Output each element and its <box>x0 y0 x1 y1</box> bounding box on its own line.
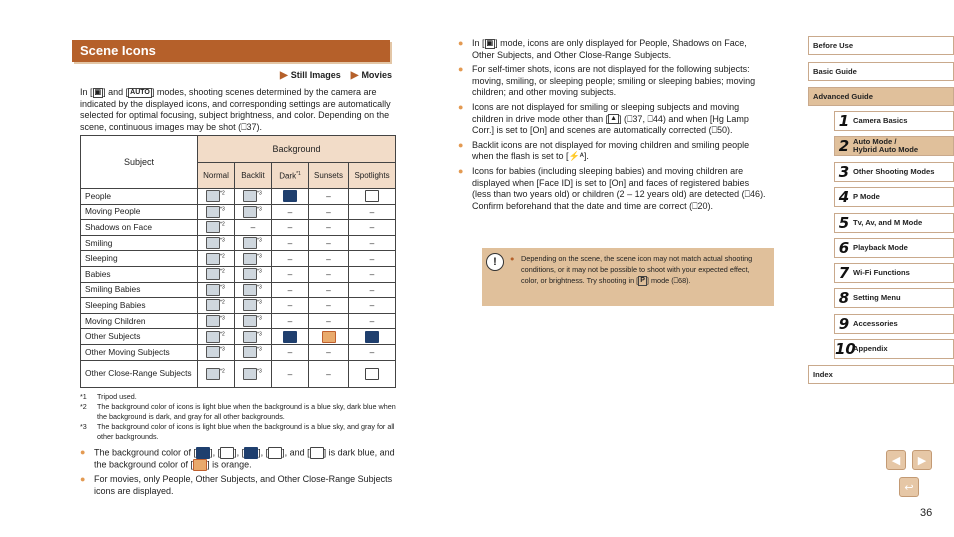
dash-cell: – <box>349 282 396 298</box>
left-bullets <box>80 447 400 500</box>
scene-icon <box>243 237 257 249</box>
chapter-1[interactable]: 1 Camera Basics <box>834 111 954 131</box>
chapter-6[interactable]: 6 Playback Mode <box>834 238 954 258</box>
footnotes <box>80 392 396 442</box>
scene-icon-cell: *2 <box>198 298 235 314</box>
table-row <box>81 220 396 236</box>
scene-icon <box>243 315 257 327</box>
next-page-button[interactable] <box>912 450 932 470</box>
scene-icon <box>365 368 379 380</box>
scene-icon-cell: *3 <box>198 235 235 251</box>
subject-cell: Sleeping Babies <box>81 298 198 314</box>
scene-icon <box>206 206 220 218</box>
subject-cell: Other Subjects <box>81 329 198 345</box>
dash-cell: – <box>349 251 396 267</box>
dash-cell: – <box>272 360 309 387</box>
table-row <box>81 251 396 267</box>
scene-icon-cell <box>349 189 396 205</box>
return-icon: ↩ <box>904 482 914 494</box>
scene-icon <box>243 368 257 380</box>
scene-icon-cell: *2 <box>198 251 235 267</box>
still-images-indicator: ▶ Still Images <box>280 70 341 81</box>
scene-icon <box>206 346 220 358</box>
scene-icon <box>243 268 257 280</box>
dash-cell: – <box>272 235 309 251</box>
dash-cell: – <box>272 266 309 282</box>
scene-icon <box>243 253 257 265</box>
chapter-7[interactable]: 7 Wi-Fi Functions <box>834 263 954 283</box>
scene-icon-cell: *2 <box>198 266 235 282</box>
caution-box: ! ● Depending on the scene, the scene icon may not match actual shooting conditions, or it may not be possible to shoot with your expected effect, color, or brightness. Try shooting in [ P ] mode (⎕68). <box>482 248 774 306</box>
scene-icon-cell: *3 <box>198 204 235 220</box>
col-backlit: Backlit <box>235 163 272 189</box>
subject-cell: Smiling Babies <box>81 282 198 298</box>
mode-indicators <box>280 70 392 81</box>
book-ref-icon: ⎕ <box>692 200 698 211</box>
dash-cell: – <box>272 313 309 329</box>
book-ref-icon: ⎕ <box>711 125 718 136</box>
page-number: 36 <box>920 507 933 519</box>
table-row <box>81 282 396 298</box>
intro-paragraph: In [ ▣ ] and [ AUTO ] modes, shooting scenes determined by the camera are indicated by the displayed icons, and corresponding settings are automatically selected for optimal focusing, subject brightness, and color. Depending on the scene, continuous images may be shot (⎕37). <box>80 87 391 132</box>
scene-icon <box>193 459 207 471</box>
book-ref-icon: ⎕ <box>627 113 633 124</box>
arrow-left-icon: ◀ <box>891 455 901 467</box>
p-mode-label: P <box>640 277 645 285</box>
nav-basic-guide[interactable]: Basic Guide <box>808 62 954 81</box>
caution-icon: ! <box>486 253 504 271</box>
dash-cell: – <box>272 282 309 298</box>
scene-icon <box>206 299 220 311</box>
subject-cell: Other Moving Subjects <box>81 344 198 360</box>
list-item: ● For movies, only People, Other Subjects, and Other Close-Range Subjects icons are displayed. <box>80 474 393 496</box>
footnote: *1 Tripod used. <box>80 392 137 401</box>
scene-icon-cell: *3 <box>235 189 272 205</box>
dash-cell: – <box>349 298 396 314</box>
scene-icon-cell: *3 <box>235 344 272 360</box>
scene-icon <box>244 447 258 459</box>
dash-cell: – <box>272 344 309 360</box>
nav-before-use[interactable]: Before Use <box>808 36 954 55</box>
book-ref-icon: ⎕ <box>744 189 751 200</box>
scene-icon-cell: *3 <box>235 235 272 251</box>
right-bullets <box>458 38 770 215</box>
scene-icon <box>206 331 220 343</box>
scene-icon <box>206 268 220 280</box>
scene-icon-cell: *3 <box>235 360 272 387</box>
scene-icon-cell: *2 <box>198 329 235 345</box>
footnote: *3 The background color of icons is light blue when the background is a blue sky, and gray for all other backgrounds. <box>80 422 395 441</box>
triangle-icon: ▶ <box>350 70 359 81</box>
table-row <box>81 189 396 205</box>
scene-icon <box>196 447 210 459</box>
scene-icon <box>206 368 220 380</box>
subject-cell: Moving People <box>81 204 198 220</box>
scene-icon <box>206 221 220 233</box>
scene-icon-cell: *3 <box>235 282 272 298</box>
subject-cell: People <box>81 189 198 205</box>
scene-icon <box>322 331 336 343</box>
dash-cell: – <box>349 344 396 360</box>
auto-mode-label: AUTO <box>130 88 150 96</box>
list-item: ● Icons are not displayed for smiling or sleeping subjects and moving children in drive mode other than [ ▲ ] (⎕37, ⎕44) and when [Hg Lamp Corr.] is set to [On] and scenes are automatically corrected (⎕50). <box>458 101 749 136</box>
list-item: ● In [ ▣ ] mode, icons are only displayed for People, Shadows on Face, Other Subjects, and Other Close-Range Subjects. <box>458 38 747 60</box>
subject-cell: Babies <box>81 266 198 282</box>
chapter-10[interactable]: 10 Appendix <box>834 339 954 359</box>
col-normal: Normal <box>198 163 235 189</box>
dash-cell: – <box>309 189 349 205</box>
dash-cell: – <box>349 313 396 329</box>
chapter-8[interactable]: 8 Setting Menu <box>834 288 954 308</box>
list-item: ● The background color of [ ], [ ], [ ], [ ], and [ ] is dark blue, and the background color of [ ] is orange. <box>80 447 395 470</box>
scene-icon-cell: *3 <box>198 313 235 329</box>
hybrid-auto-icon: ▣ <box>94 88 102 96</box>
scene-icon <box>243 284 257 296</box>
scene-icon-cell: *3 <box>235 251 272 267</box>
scene-icon-cell <box>349 329 396 345</box>
table-row <box>81 329 396 345</box>
dash-cell: – <box>272 204 309 220</box>
scene-icon <box>283 190 297 202</box>
dash-cell: – <box>272 251 309 267</box>
drive-mode-icon: ▲ <box>610 115 618 123</box>
movies-indicator: ▶ Movies <box>350 70 392 81</box>
dash-cell: – <box>309 235 349 251</box>
dash-cell: – <box>349 220 396 236</box>
scene-icon <box>365 190 379 202</box>
dash-cell: – <box>309 266 349 282</box>
scene-icon <box>220 447 234 459</box>
scene-icon-cell <box>272 189 309 205</box>
subject-cell: Smiling <box>81 235 198 251</box>
col-dark: Dark$^{*1}$ <box>272 163 309 189</box>
table-row <box>81 298 396 314</box>
subject-cell: Shadows on Face <box>81 220 198 236</box>
scene-icon <box>243 206 257 218</box>
book-ref-icon: ⎕ <box>647 113 653 124</box>
arrow-right-icon: ▶ <box>917 455 927 467</box>
table-row <box>81 313 396 329</box>
book-ref-icon: ⎕ <box>241 121 247 132</box>
list-item: ● Backlit icons are not displayed for moving children and smiling people when the flash is set to [⚡ᴬ]. <box>458 139 750 162</box>
hybrid-auto-icon: ▣ <box>486 39 494 47</box>
scene-icon <box>365 331 379 343</box>
table-row <box>81 344 396 360</box>
dash-cell: – <box>349 235 396 251</box>
dash-cell: – <box>349 204 396 220</box>
scene-icon-cell: *3 <box>235 298 272 314</box>
scene-icon <box>243 299 257 311</box>
dash-cell: – <box>309 282 349 298</box>
scene-icon-cell: *2 <box>198 189 235 205</box>
return-button[interactable] <box>899 477 919 497</box>
scene-icon-cell: *3 <box>235 204 272 220</box>
subject-cell: Moving Children <box>81 313 198 329</box>
subject-cell: Other Close-Range Subjects <box>81 360 198 387</box>
dash-cell: – <box>309 298 349 314</box>
table-row <box>81 266 396 282</box>
list-item: ● Icons for babies (including sleeping babies) and moving children are displayed when [Face ID] is set to [On] and faces of registered babies (less than two years old) or children (2 – 12 years old) are detected (⎕46). Confirm beforehand that the date and time are correct (⎕20). <box>458 165 766 211</box>
scene-icon <box>268 447 282 459</box>
subject-header: Subject <box>81 136 198 189</box>
list-item: ● For self-timer shots, icons are not displayed for the following subjects: moving, smiling, or sleeping people; smiling or sleeping babies; moving children; and other moving subjects. <box>458 64 756 98</box>
scene-icon-cell <box>349 360 396 387</box>
nav-index[interactable]: Index <box>808 365 954 384</box>
scene-icon <box>283 331 297 343</box>
scene-icon <box>310 447 324 459</box>
dash-cell: – <box>349 266 396 282</box>
dash-cell: – <box>235 220 272 236</box>
col-sunsets: Sunsets <box>309 163 349 189</box>
chapter-9[interactable]: 9 Accessories <box>834 314 954 334</box>
scene-icon <box>206 190 220 202</box>
chapter-3[interactable]: 3 Other Shooting Modes <box>834 162 954 182</box>
nav-advanced-guide[interactable]: Advanced Guide <box>808 87 954 106</box>
chapter-5[interactable]: 5 Tv, Av, and M Mode <box>834 213 954 233</box>
book-ref-icon: ⎕ <box>673 276 679 286</box>
scene-icon-cell: *3 <box>198 344 235 360</box>
scene-icon-cell: *2 <box>198 220 235 236</box>
scene-icon-cell <box>309 329 349 345</box>
table-row <box>81 235 396 251</box>
dash-cell: – <box>309 251 349 267</box>
prev-page-button[interactable] <box>886 450 906 470</box>
dash-cell: – <box>309 220 349 236</box>
background-header: Background <box>198 136 396 163</box>
flash-auto-icon: ⚡ᴬ <box>568 151 584 162</box>
scene-icon-cell: *2 <box>198 360 235 387</box>
triangle-icon: ▶ <box>280 70 288 81</box>
scene-icon-cell <box>272 329 309 345</box>
scene-icon <box>243 331 257 343</box>
dash-cell: – <box>309 313 349 329</box>
table-row <box>81 204 396 220</box>
scene-icon <box>206 284 220 296</box>
scene-icon <box>206 237 220 249</box>
scene-icon <box>243 346 257 358</box>
scene-icon <box>206 253 220 265</box>
scene-icon-cell: *3 <box>198 282 235 298</box>
section-title: Scene Icons <box>72 40 390 62</box>
chapter-2[interactable]: 2 Auto Mode / Hybrid Auto Mode <box>834 136 954 156</box>
scene-icons-table <box>80 135 396 388</box>
dash-cell: – <box>309 360 349 387</box>
dash-cell: – <box>309 204 349 220</box>
scene-icon <box>243 190 257 202</box>
col-spotlights: Spotlights <box>349 163 396 189</box>
scene-icon <box>206 315 220 327</box>
scene-icon-cell: *3 <box>235 313 272 329</box>
footnote: *2 The background color of icons is light blue when the background is a blue sky, dark blue when the background is dark, and gray for all other backgrounds. <box>80 402 396 421</box>
dash-cell: – <box>272 220 309 236</box>
dash-cell: – <box>309 344 349 360</box>
subject-cell: Sleeping <box>81 251 198 267</box>
table-row <box>81 360 396 387</box>
dash-cell: – <box>272 298 309 314</box>
scene-icon-cell: *3 <box>235 329 272 345</box>
scene-icon-cell: *3 <box>235 266 272 282</box>
chapter-4[interactable]: 4 P Mode <box>834 187 954 207</box>
